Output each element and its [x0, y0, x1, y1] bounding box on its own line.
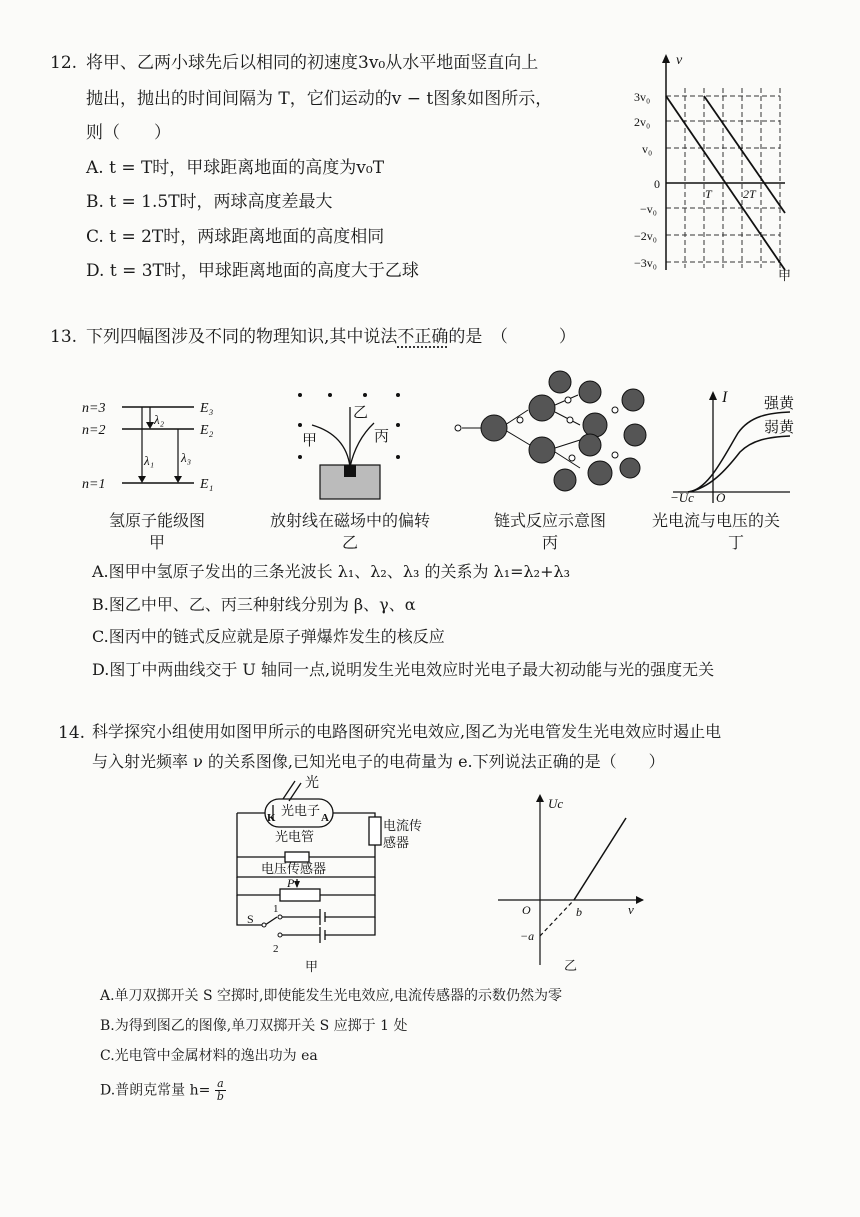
q12-stem-line3: 则（ ） — [86, 123, 171, 143]
svg-text:2: 2 — [273, 943, 279, 955]
svg-text:电流传: 电流传 — [383, 818, 423, 833]
q13-option-c: C.图丙中的链式反应就是原子弹爆炸发生的核反应 — [92, 627, 445, 646]
svg-text:光电子: 光电子 — [281, 803, 321, 818]
q13-stem-emphasis: 不正确 — [397, 327, 449, 347]
q14-stem-line1: 科学探究小组使用如图甲所示的电路图研究光电效应,图乙为光电管发生光电效应时遏止电 — [92, 722, 722, 741]
svg-text:−2v₀: −2v₀ — [634, 229, 657, 243]
fig-chain-reaction — [450, 370, 650, 500]
svg-text:O: O — [522, 903, 531, 917]
svg-text:λ₂: λ₂ — [154, 412, 165, 427]
fig-radiation-deflection — [290, 385, 410, 505]
svg-text:P: P — [287, 876, 295, 890]
svg-text:v₀: v₀ — [642, 142, 653, 156]
svg-text:甲: 甲 — [778, 268, 792, 283]
svg-text:S: S — [247, 912, 254, 926]
fig-a-caption: 氢原子能级图 — [108, 511, 205, 530]
fig-photocurrent — [668, 388, 793, 503]
svg-text:光电管: 光电管 — [275, 829, 315, 844]
svg-text:2T: 2T — [743, 187, 756, 201]
svg-text:强黄: 强黄 — [764, 396, 795, 412]
q12-option-b: B. t = 1.5T时，两球高度差最大 — [86, 192, 333, 212]
svg-text:乙: 乙 — [353, 405, 369, 421]
svg-text:ν: ν — [628, 902, 634, 917]
svg-text:电压传感器: 电压传感器 — [261, 861, 327, 876]
q12-option-a: A. t = T时，甲球距离地面的高度为v₀T — [86, 158, 385, 178]
svg-text:2v₀: 2v₀ — [634, 115, 651, 129]
svg-text:感器: 感器 — [383, 835, 410, 850]
fig-b-caption: 放射线在磁场中的偏转 — [269, 511, 430, 530]
svg-text:A: A — [321, 812, 329, 824]
svg-text:T: T — [705, 187, 712, 201]
svg-text:甲: 甲 — [305, 959, 319, 974]
q14-option-d: D.普朗克常量 h= $\frac{a}{b}$ — [100, 1077, 224, 1103]
svg-text:E₂: E₂ — [200, 423, 214, 438]
svg-text:K: K — [267, 812, 276, 824]
svg-text:n=2: n=2 — [82, 423, 106, 438]
svg-text:乙: 乙 — [564, 958, 578, 973]
svg-text:光: 光 — [305, 776, 319, 791]
svg-text:1: 1 — [273, 903, 279, 915]
q13-option-d: D.图丁中两曲线交于 U 轴同一点,说明发生光电效应时光电子最大初动能与光的强度无关 — [92, 660, 715, 679]
q14-stem-line2: 与入射光频率 ν 的关系图像,已知光电子的电荷量为 e.下列说法正确的是（ ） — [92, 752, 665, 771]
q14-option-a: A.单刀双掷开关 S 空掷时,即使能发生光电效应,电流传感器的示数仍然为零 — [100, 988, 562, 1004]
svg-text:O: O — [716, 490, 726, 505]
fig-d-caption: 光电流与电压的关 — [652, 511, 781, 530]
q14-number: 14. — [58, 723, 86, 743]
q14-circuit-diagram — [225, 775, 423, 975]
q14-option-c: C.光电管中金属材料的逸出功为 ea — [100, 1048, 318, 1064]
q13-option-b: B.图乙中甲、乙、丙三种射线分别为 β、γ、α — [92, 595, 416, 614]
svg-text:丙: 丙 — [374, 429, 390, 445]
svg-text:0: 0 — [654, 177, 660, 191]
svg-text:弱黄: 弱黄 — [764, 420, 795, 436]
svg-text:−a: −a — [520, 929, 535, 943]
svg-text:E₁: E₁ — [200, 477, 214, 492]
q14-uc-nu-graph — [488, 790, 648, 975]
svg-text:−3v₀: −3v₀ — [634, 256, 657, 270]
fig-a-sub: 甲 — [148, 533, 165, 552]
q13-stem: 下列四幅图涉及不同的物理知识,其中说法不正确的是 （ ） — [86, 327, 576, 347]
svg-text:λ₁: λ₁ — [144, 453, 155, 468]
fig-d-sub: 丁 — [727, 533, 744, 552]
fraction-a-over-b: $\frac{a}{b}$ — [216, 1077, 224, 1103]
svg-text:3v₀: 3v₀ — [634, 90, 651, 104]
svg-text:Uc: Uc — [548, 796, 564, 811]
q12-stem-line1: 将甲、乙两小球先后以相同的初速度3v₀从水平地面竖直向上 — [86, 53, 539, 73]
v-axis-label: v — [676, 53, 683, 68]
svg-text:E₃: E₃ — [200, 401, 214, 416]
q12-option-c: C. t = 2T时，两球距离地面的高度相同 — [86, 227, 385, 247]
fig-c-caption: 链式反应示意图 — [493, 511, 606, 530]
svg-text:λ₃: λ₃ — [181, 450, 192, 465]
svg-text:b: b — [576, 905, 582, 919]
svg-text:I: I — [722, 389, 728, 406]
svg-text:甲: 甲 — [302, 433, 318, 449]
q12-stem-line2: 抛出，抛出的时间间隔为 T，它们运动的v − t图象如图所示， — [86, 89, 553, 109]
q13-number: 13. — [50, 327, 78, 347]
svg-text:−Uc: −Uc — [670, 490, 694, 505]
q14-option-b: B.为得到图乙的图像,单刀双掷开关 S 应掷于 1 处 — [100, 1018, 408, 1034]
fig-c-sub: 丙 — [541, 533, 558, 552]
q12-vt-graph — [630, 48, 792, 283]
fig-energy-levels — [82, 390, 242, 500]
svg-text:n=1: n=1 — [82, 477, 106, 492]
svg-text:n=3: n=3 — [82, 401, 106, 416]
fig-b-sub: 乙 — [341, 533, 358, 552]
q13-option-a: A.图甲中氢原子发出的三条光波长 λ₁、λ₂、λ₃ 的关系为 λ₁=λ₂+λ₃ — [92, 562, 571, 581]
q12-number: 12. — [50, 53, 78, 73]
q12-option-d: D. t = 3T时，甲球距离地面的高度大于乙球 — [86, 261, 419, 281]
svg-text:−v₀: −v₀ — [640, 202, 657, 216]
